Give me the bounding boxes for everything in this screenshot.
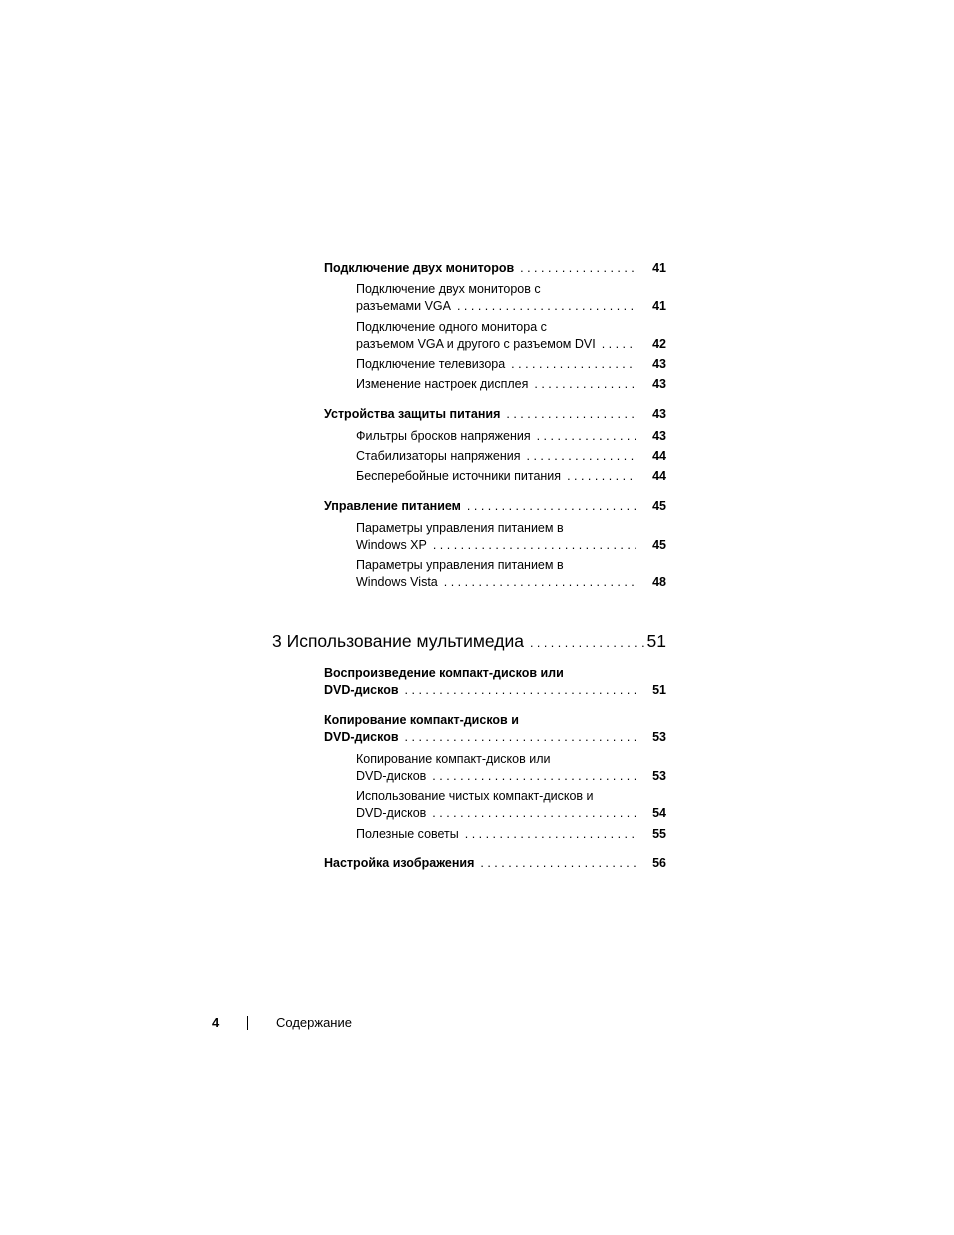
leader-dots xyxy=(474,855,636,872)
toc-page-number: 41 xyxy=(652,261,666,275)
toc-entry-title: Управление питанием xyxy=(324,499,461,513)
toc-entry-title: Изменение настроек дисплея xyxy=(356,377,529,391)
toc-page-number: 44 xyxy=(652,449,666,463)
toc-entry-title-cont: разъемом VGA и другого с разъемом DVI xyxy=(356,337,596,351)
toc-entry[interactable] xyxy=(356,428,666,445)
toc-entry[interactable] xyxy=(356,557,666,591)
toc-entry-title-cont: DVD-дисков xyxy=(324,683,399,697)
toc-page-number: 43 xyxy=(652,429,666,443)
toc-page-number: 53 xyxy=(652,730,666,744)
toc-entry-title-cont: Windows Vista xyxy=(356,575,438,589)
footer-divider xyxy=(247,1016,248,1030)
toc-entry-title: Параметры управления питанием в xyxy=(356,558,564,572)
toc-entry-title-cont: DVD-дисков xyxy=(356,806,427,820)
toc-entry-title: Устройства защиты питания xyxy=(324,407,501,421)
toc-entry-title-cont: DVD-дисков xyxy=(356,769,427,783)
toc-page-number: 43 xyxy=(652,377,666,391)
toc-entry-title: Бесперебойные источники питания xyxy=(356,469,562,483)
toc-entry[interactable] xyxy=(356,468,666,485)
toc-entry[interactable] xyxy=(356,788,666,822)
toc-entry-title: Копирование компакт-дисков и xyxy=(324,713,519,727)
toc-entry[interactable] xyxy=(356,751,666,785)
toc-entry[interactable] xyxy=(324,712,666,746)
leader-dots xyxy=(399,729,636,746)
leader-dots xyxy=(596,336,636,353)
leader-dots xyxy=(426,805,636,822)
toc-entry-title: Воспроизведение компакт-дисков или xyxy=(324,666,564,680)
toc-entry-title: Настройка изображения xyxy=(324,856,475,870)
page-number: 4 xyxy=(212,1015,220,1030)
toc-entry[interactable] xyxy=(356,826,666,843)
toc-entry[interactable] xyxy=(324,406,666,423)
toc-entry-title: Подключение двух мониторов с xyxy=(356,282,541,296)
toc-entry[interactable] xyxy=(356,319,666,353)
toc-chapter-heading[interactable] xyxy=(272,630,666,654)
leader-dots xyxy=(427,537,636,554)
chapter-title: Использование мультимедиа xyxy=(286,631,524,651)
leader-dots xyxy=(500,406,636,423)
toc-page-number: 42 xyxy=(652,337,666,351)
toc-page-number: 44 xyxy=(652,469,666,483)
toc-page-number: 41 xyxy=(652,299,666,313)
toc-entry[interactable] xyxy=(356,281,666,315)
toc-page-number: 53 xyxy=(652,769,666,783)
toc-entry-title-cont: DVD-дисков xyxy=(324,730,399,744)
toc-entry-title: Подключение одного монитора с xyxy=(356,320,547,334)
toc-entry-title-cont: разъемами VGA xyxy=(356,299,451,313)
toc-entry-title: Подключение телевизора xyxy=(356,357,506,371)
toc-page-number: 48 xyxy=(652,575,666,589)
toc-entry-title: Стабилизаторы напряжения xyxy=(356,449,521,463)
leader-dots xyxy=(528,376,636,393)
chapter-number: 3 xyxy=(272,631,282,651)
leader-dots xyxy=(438,574,636,591)
toc-entry[interactable] xyxy=(324,855,666,872)
toc-entry[interactable] xyxy=(356,520,666,554)
toc-page-number: 43 xyxy=(652,407,666,421)
toc-page-number: 56 xyxy=(652,856,666,870)
toc-entry-title: Полезные советы xyxy=(356,827,459,841)
toc-entry[interactable] xyxy=(356,376,666,393)
toc-page-number: 45 xyxy=(652,499,666,513)
toc-entry[interactable] xyxy=(356,448,666,465)
leader-dots xyxy=(524,632,647,654)
leader-dots xyxy=(531,428,636,445)
toc-entry[interactable] xyxy=(324,498,666,515)
leader-dots xyxy=(459,826,636,843)
leader-dots xyxy=(426,768,636,785)
toc-entry-title: Использование чистых компакт-дисков и xyxy=(356,789,594,803)
toc-page-number: 51 xyxy=(652,683,666,697)
leader-dots xyxy=(461,498,636,515)
toc-page-number: 55 xyxy=(652,827,666,841)
toc-entry-title: Фильтры бросков напряжения xyxy=(356,429,531,443)
leader-dots xyxy=(505,356,636,373)
leader-dots xyxy=(514,260,636,277)
toc-page-number: 54 xyxy=(652,806,666,820)
toc-page-number: 43 xyxy=(652,357,666,371)
leader-dots xyxy=(521,448,636,465)
toc-page-number: 45 xyxy=(652,538,666,552)
toc-entry[interactable] xyxy=(324,260,666,277)
leader-dots xyxy=(451,298,636,315)
leader-dots xyxy=(561,468,636,485)
toc-entry-title: Копирование компакт-дисков или xyxy=(356,752,551,766)
toc-entry-title-cont: Windows XP xyxy=(356,538,427,552)
toc-entry[interactable] xyxy=(356,356,666,373)
toc-entry[interactable] xyxy=(324,665,666,699)
chapter-page-number: 51 xyxy=(646,631,666,651)
page-footer xyxy=(212,1015,352,1030)
toc-entry-title: Параметры управления питанием в xyxy=(356,521,564,535)
leader-dots xyxy=(399,682,636,699)
footer-section-title: Содержание xyxy=(276,1015,352,1030)
toc-entry-title: Подключение двух мониторов xyxy=(324,261,515,275)
